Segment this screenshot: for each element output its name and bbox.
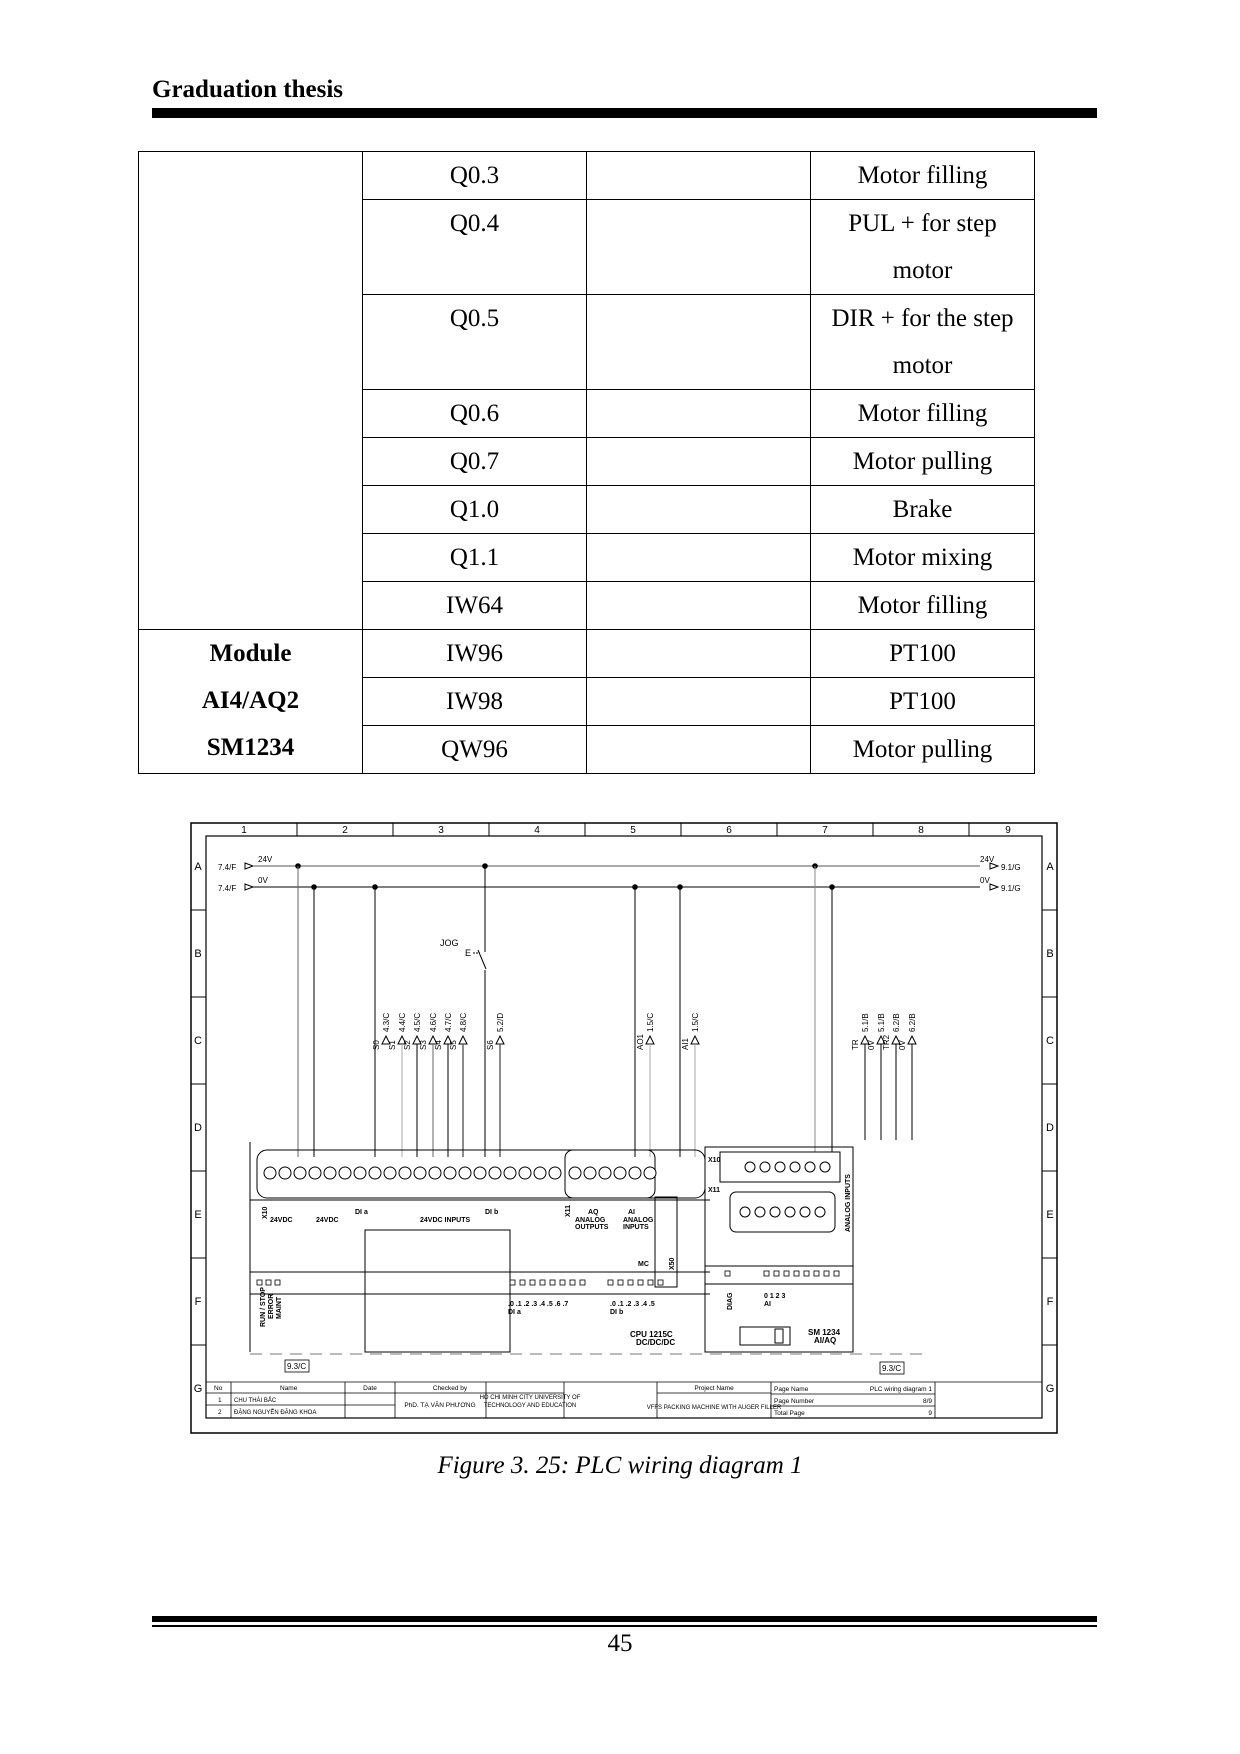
footer-rule-thin xyxy=(152,1625,1097,1627)
svg-text:AI1: AI1 xyxy=(681,1037,690,1050)
svg-text:5.1/B: 5.1/B xyxy=(861,1013,870,1032)
svg-text:D: D xyxy=(194,1122,202,1134)
svg-text:SM 1234: SM 1234 xyxy=(808,1328,841,1337)
page-number: 45 xyxy=(607,1630,633,1657)
svg-text:A: A xyxy=(194,861,202,873)
svg-text:3: 3 xyxy=(438,825,444,836)
table-cell-tag xyxy=(587,486,811,534)
svg-text:24VDC: 24VDC xyxy=(316,1217,339,1224)
svg-text:Project Name: Project Name xyxy=(694,1385,734,1392)
svg-text:TECHNOLOGY AND EDUCATION: TECHNOLOGY AND EDUCATION xyxy=(483,1403,577,1409)
svg-text:6.2/B: 6.2/B xyxy=(908,1013,917,1032)
svg-text:AI/AQ: AI/AQ xyxy=(814,1336,837,1345)
table-cell-tag xyxy=(587,200,811,295)
header-rule xyxy=(152,108,1097,118)
svg-text:0V: 0V xyxy=(898,1040,907,1050)
svg-text:TR: TR xyxy=(851,1039,860,1050)
svg-text:CHU THÁI BẮC: CHU THÁI BẮC xyxy=(234,1398,277,1404)
svg-text:C: C xyxy=(1046,1035,1054,1047)
svg-text:X11: X11 xyxy=(708,1187,721,1194)
svg-text:Checked by: Checked by xyxy=(432,1385,468,1392)
table-cell-address: Q0.6 xyxy=(363,390,587,438)
svg-text:DIAG: DIAG xyxy=(727,1292,734,1310)
svg-text:4.8/C: 4.8/C xyxy=(459,1012,468,1032)
cpu-labels xyxy=(260,1205,676,1347)
svg-text:AO1: AO1 xyxy=(636,1033,645,1050)
svg-text:5.2/D: 5.2/D xyxy=(496,1012,505,1032)
svg-text:S2: S2 xyxy=(403,1040,412,1050)
svg-text:X10: X10 xyxy=(262,1206,269,1219)
jog-switch xyxy=(440,938,486,969)
svg-text:G: G xyxy=(193,1383,203,1395)
svg-text:S3: S3 xyxy=(419,1040,428,1050)
svg-text:ANALOG: ANALOG xyxy=(575,1217,606,1224)
column-labels xyxy=(241,825,1011,836)
svg-text:DC/DC/DC: DC/DC/DC xyxy=(636,1338,676,1347)
table-cell-desc xyxy=(811,295,1035,390)
table-cell-desc: Motor mixing xyxy=(811,534,1035,582)
sm-1234-module xyxy=(705,1147,853,1352)
desc-line: motor xyxy=(892,257,953,284)
svg-text:Total Page: Total Page xyxy=(774,1410,805,1417)
svg-text:PhD. TẠ VĂN PHƯƠNG: PhD. TẠ VĂN PHƯƠNG xyxy=(404,1402,476,1409)
svg-text:DI a: DI a xyxy=(508,1309,521,1316)
svg-text:2: 2 xyxy=(342,825,348,836)
table-cell-address: Q0.3 xyxy=(363,152,587,200)
table-row xyxy=(139,630,1035,678)
cpu-1215c-module xyxy=(250,1142,710,1352)
svg-text:PLC wiring diagram 1: PLC wiring diagram 1 xyxy=(869,1386,932,1393)
svg-text:.0 .1 .2 .3 .4 .5: .0 .1 .2 .3 .4 .5 xyxy=(610,1301,655,1308)
svg-text:E: E xyxy=(1046,1209,1054,1221)
svg-text:6: 6 xyxy=(726,825,732,836)
table-cell-address: IW96 xyxy=(363,630,587,678)
module-line: Module xyxy=(209,640,292,667)
table-cell-tag xyxy=(587,295,811,390)
svg-text:OUTPUTS: OUTPUTS xyxy=(575,1224,609,1231)
svg-text:6.2/B: 6.2/B xyxy=(892,1013,901,1032)
svg-text:Date: Date xyxy=(363,1385,377,1392)
table-cell-address: QW96 xyxy=(363,726,587,774)
svg-text:Page Number: Page Number xyxy=(774,1398,815,1405)
svg-text:X10: X10 xyxy=(708,1157,721,1164)
power-rails xyxy=(218,855,1021,1157)
table-cell-desc: Motor filling xyxy=(811,582,1035,630)
svg-text:TR2: TR2 xyxy=(882,1034,891,1050)
svg-text:C: C xyxy=(194,1035,202,1047)
svg-text:5: 5 xyxy=(630,825,636,836)
plc-wiring-diagram xyxy=(190,822,1058,1434)
svg-text:F: F xyxy=(1046,1296,1054,1308)
svg-text:7: 7 xyxy=(822,825,828,836)
table-cell-desc: Motor filling xyxy=(811,152,1035,200)
svg-text:CPU 1215C: CPU 1215C xyxy=(630,1330,673,1339)
table-cell-tag xyxy=(587,726,811,774)
svg-text:9: 9 xyxy=(1005,825,1011,836)
svg-text:9.1/G: 9.1/G xyxy=(1001,884,1021,893)
svg-text:ANALOG INPUTS: ANALOG INPUTS xyxy=(845,1174,852,1232)
svg-text:1.5/C: 1.5/C xyxy=(691,1012,700,1032)
desc-line: motor xyxy=(892,352,953,379)
svg-text:9: 9 xyxy=(928,1410,932,1417)
table-cell-desc: PT100 xyxy=(811,678,1035,726)
svg-text:Page Name: Page Name xyxy=(774,1386,809,1393)
running-header-title: Graduation thesis xyxy=(152,76,344,103)
svg-text:E: E xyxy=(465,948,472,958)
title-block-text xyxy=(214,1385,932,1417)
module-line: AI4/AQ2 xyxy=(201,687,300,714)
svg-text:4.7/C: 4.7/C xyxy=(444,1012,453,1032)
table-cell-tag xyxy=(587,152,811,200)
svg-text:8: 8 xyxy=(918,825,924,836)
io-address-table xyxy=(138,151,1035,774)
svg-text:A: A xyxy=(1046,861,1054,873)
sm-labels xyxy=(708,1157,852,1345)
svg-text:ANALOG: ANALOG xyxy=(623,1217,654,1224)
table-cell-address: Q0.4 xyxy=(363,200,587,295)
svg-text:DI b: DI b xyxy=(485,1209,499,1216)
svg-text:24V: 24V xyxy=(980,855,995,864)
table-cell-address: Q0.7 xyxy=(363,438,587,486)
svg-text:JOG: JOG xyxy=(440,938,459,948)
svg-text:1: 1 xyxy=(218,1397,222,1404)
svg-text:7.4/F: 7.4/F xyxy=(218,884,237,893)
di-signal-arrows xyxy=(372,1013,917,1157)
svg-text:1: 1 xyxy=(241,825,247,836)
desc-line: DIR + for the step xyxy=(831,305,1014,332)
svg-text:0V: 0V xyxy=(258,876,268,885)
svg-text:4: 4 xyxy=(534,825,540,836)
status-leds xyxy=(257,1280,663,1285)
svg-text:VFFS PACKING MACHINE WITH AUGE: VFFS PACKING MACHINE WITH AUGER FILLER xyxy=(646,1405,782,1411)
cross-ref-right: 9.3/C xyxy=(882,1364,902,1373)
figure-caption: Figure 3. 25: PLC wiring diagram 1 xyxy=(437,1452,803,1479)
svg-text:4.3/C: 4.3/C xyxy=(382,1012,391,1032)
svg-text:ERROR: ERROR xyxy=(268,1293,275,1319)
table-cell-desc: Motor pulling xyxy=(811,726,1035,774)
svg-text:S6: S6 xyxy=(486,1040,495,1050)
svg-text:8/9: 8/9 xyxy=(922,1398,932,1405)
table-cell-tag xyxy=(587,438,811,486)
svg-text:S4: S4 xyxy=(434,1040,443,1050)
svg-text:24VDC: 24VDC xyxy=(270,1217,293,1224)
module-line: SM1234 xyxy=(206,734,295,761)
svg-text:2: 2 xyxy=(218,1409,222,1416)
svg-text:G: G xyxy=(1045,1383,1055,1395)
svg-text:B: B xyxy=(1046,948,1054,960)
table-cell-module xyxy=(139,630,363,774)
svg-text:S1: S1 xyxy=(388,1040,397,1050)
table-cell-desc: Brake xyxy=(811,486,1035,534)
table-cell-address: IW98 xyxy=(363,678,587,726)
svg-text:F: F xyxy=(194,1296,202,1308)
wiring-diagram-svg xyxy=(190,822,1058,1434)
table-cell-tag xyxy=(587,390,811,438)
svg-text:0V: 0V xyxy=(980,876,990,885)
svg-text:INPUTS: INPUTS xyxy=(623,1224,649,1231)
svg-text:.0 .1 .2 .3 .4 .5 .6 .7: .0 .1 .2 .3 .4 .5 .6 .7 xyxy=(508,1301,569,1308)
svg-text:5.1/B: 5.1/B xyxy=(877,1013,886,1032)
svg-text:24V: 24V xyxy=(258,855,273,864)
svg-text:0 1 2 3: 0 1 2 3 xyxy=(764,1293,786,1300)
table-cell-address: IW64 xyxy=(363,582,587,630)
svg-text:S0: S0 xyxy=(372,1040,381,1050)
svg-text:0V: 0V xyxy=(867,1040,876,1050)
svg-text:1.5/C: 1.5/C xyxy=(646,1012,655,1032)
svg-text:E: E xyxy=(194,1209,202,1221)
table-cell-address: Q1.0 xyxy=(363,486,587,534)
table-cell-desc: Motor filling xyxy=(811,390,1035,438)
row-labels xyxy=(194,861,1055,1395)
svg-text:AI: AI xyxy=(628,1209,635,1216)
table-row xyxy=(139,152,1035,200)
cross-ref-left: 9.3/C xyxy=(287,1362,307,1371)
svg-text:24VDC INPUTS: 24VDC INPUTS xyxy=(420,1217,471,1224)
svg-text:D: D xyxy=(1046,1122,1054,1134)
svg-text:S5: S5 xyxy=(449,1040,458,1050)
table-cell-tag xyxy=(587,630,811,678)
svg-text:DI b: DI b xyxy=(610,1309,624,1316)
table-cell-address: Q0.5 xyxy=(363,295,587,390)
table-cell-desc xyxy=(811,200,1035,295)
svg-text:MC: MC xyxy=(638,1261,649,1268)
svg-text:HO CHI MINH CITY UNIVERSITY OF: HO CHI MINH CITY UNIVERSITY OF xyxy=(479,1395,581,1401)
table-cell-address: Q1.1 xyxy=(363,534,587,582)
footer-rule xyxy=(152,1616,1097,1622)
svg-text:X50: X50 xyxy=(669,1257,676,1270)
svg-text:MAINT: MAINT xyxy=(276,1296,283,1319)
table-cell-desc: PT100 xyxy=(811,630,1035,678)
svg-text:RUN / STOP: RUN / STOP xyxy=(260,1287,267,1327)
svg-text:AI: AI xyxy=(764,1301,771,1308)
svg-text:ĐẶNG NGUYỄN ĐĂNG KHOA: ĐẶNG NGUYỄN ĐĂNG KHOA xyxy=(234,1410,317,1416)
svg-text:9.1/G: 9.1/G xyxy=(1001,863,1021,872)
svg-text:4.5/C: 4.5/C xyxy=(413,1012,422,1032)
svg-text:No: No xyxy=(214,1385,223,1392)
svg-text:AQ: AQ xyxy=(588,1209,599,1216)
desc-line: PUL + for step xyxy=(848,210,997,237)
svg-text:4.6/C: 4.6/C xyxy=(429,1012,438,1032)
table-cell-tag xyxy=(587,582,811,630)
table-cell-desc: Motor pulling xyxy=(811,438,1035,486)
table-cell-module-empty xyxy=(139,152,363,630)
table-cell-tag xyxy=(587,534,811,582)
svg-text:X11: X11 xyxy=(565,1204,572,1217)
svg-text:B: B xyxy=(194,948,202,960)
svg-text:DI a: DI a xyxy=(355,1209,368,1216)
svg-text:Name: Name xyxy=(280,1385,298,1392)
table-cell-tag xyxy=(587,678,811,726)
svg-text:4.4/C: 4.4/C xyxy=(398,1012,407,1032)
svg-text:7.4/F: 7.4/F xyxy=(218,863,237,872)
